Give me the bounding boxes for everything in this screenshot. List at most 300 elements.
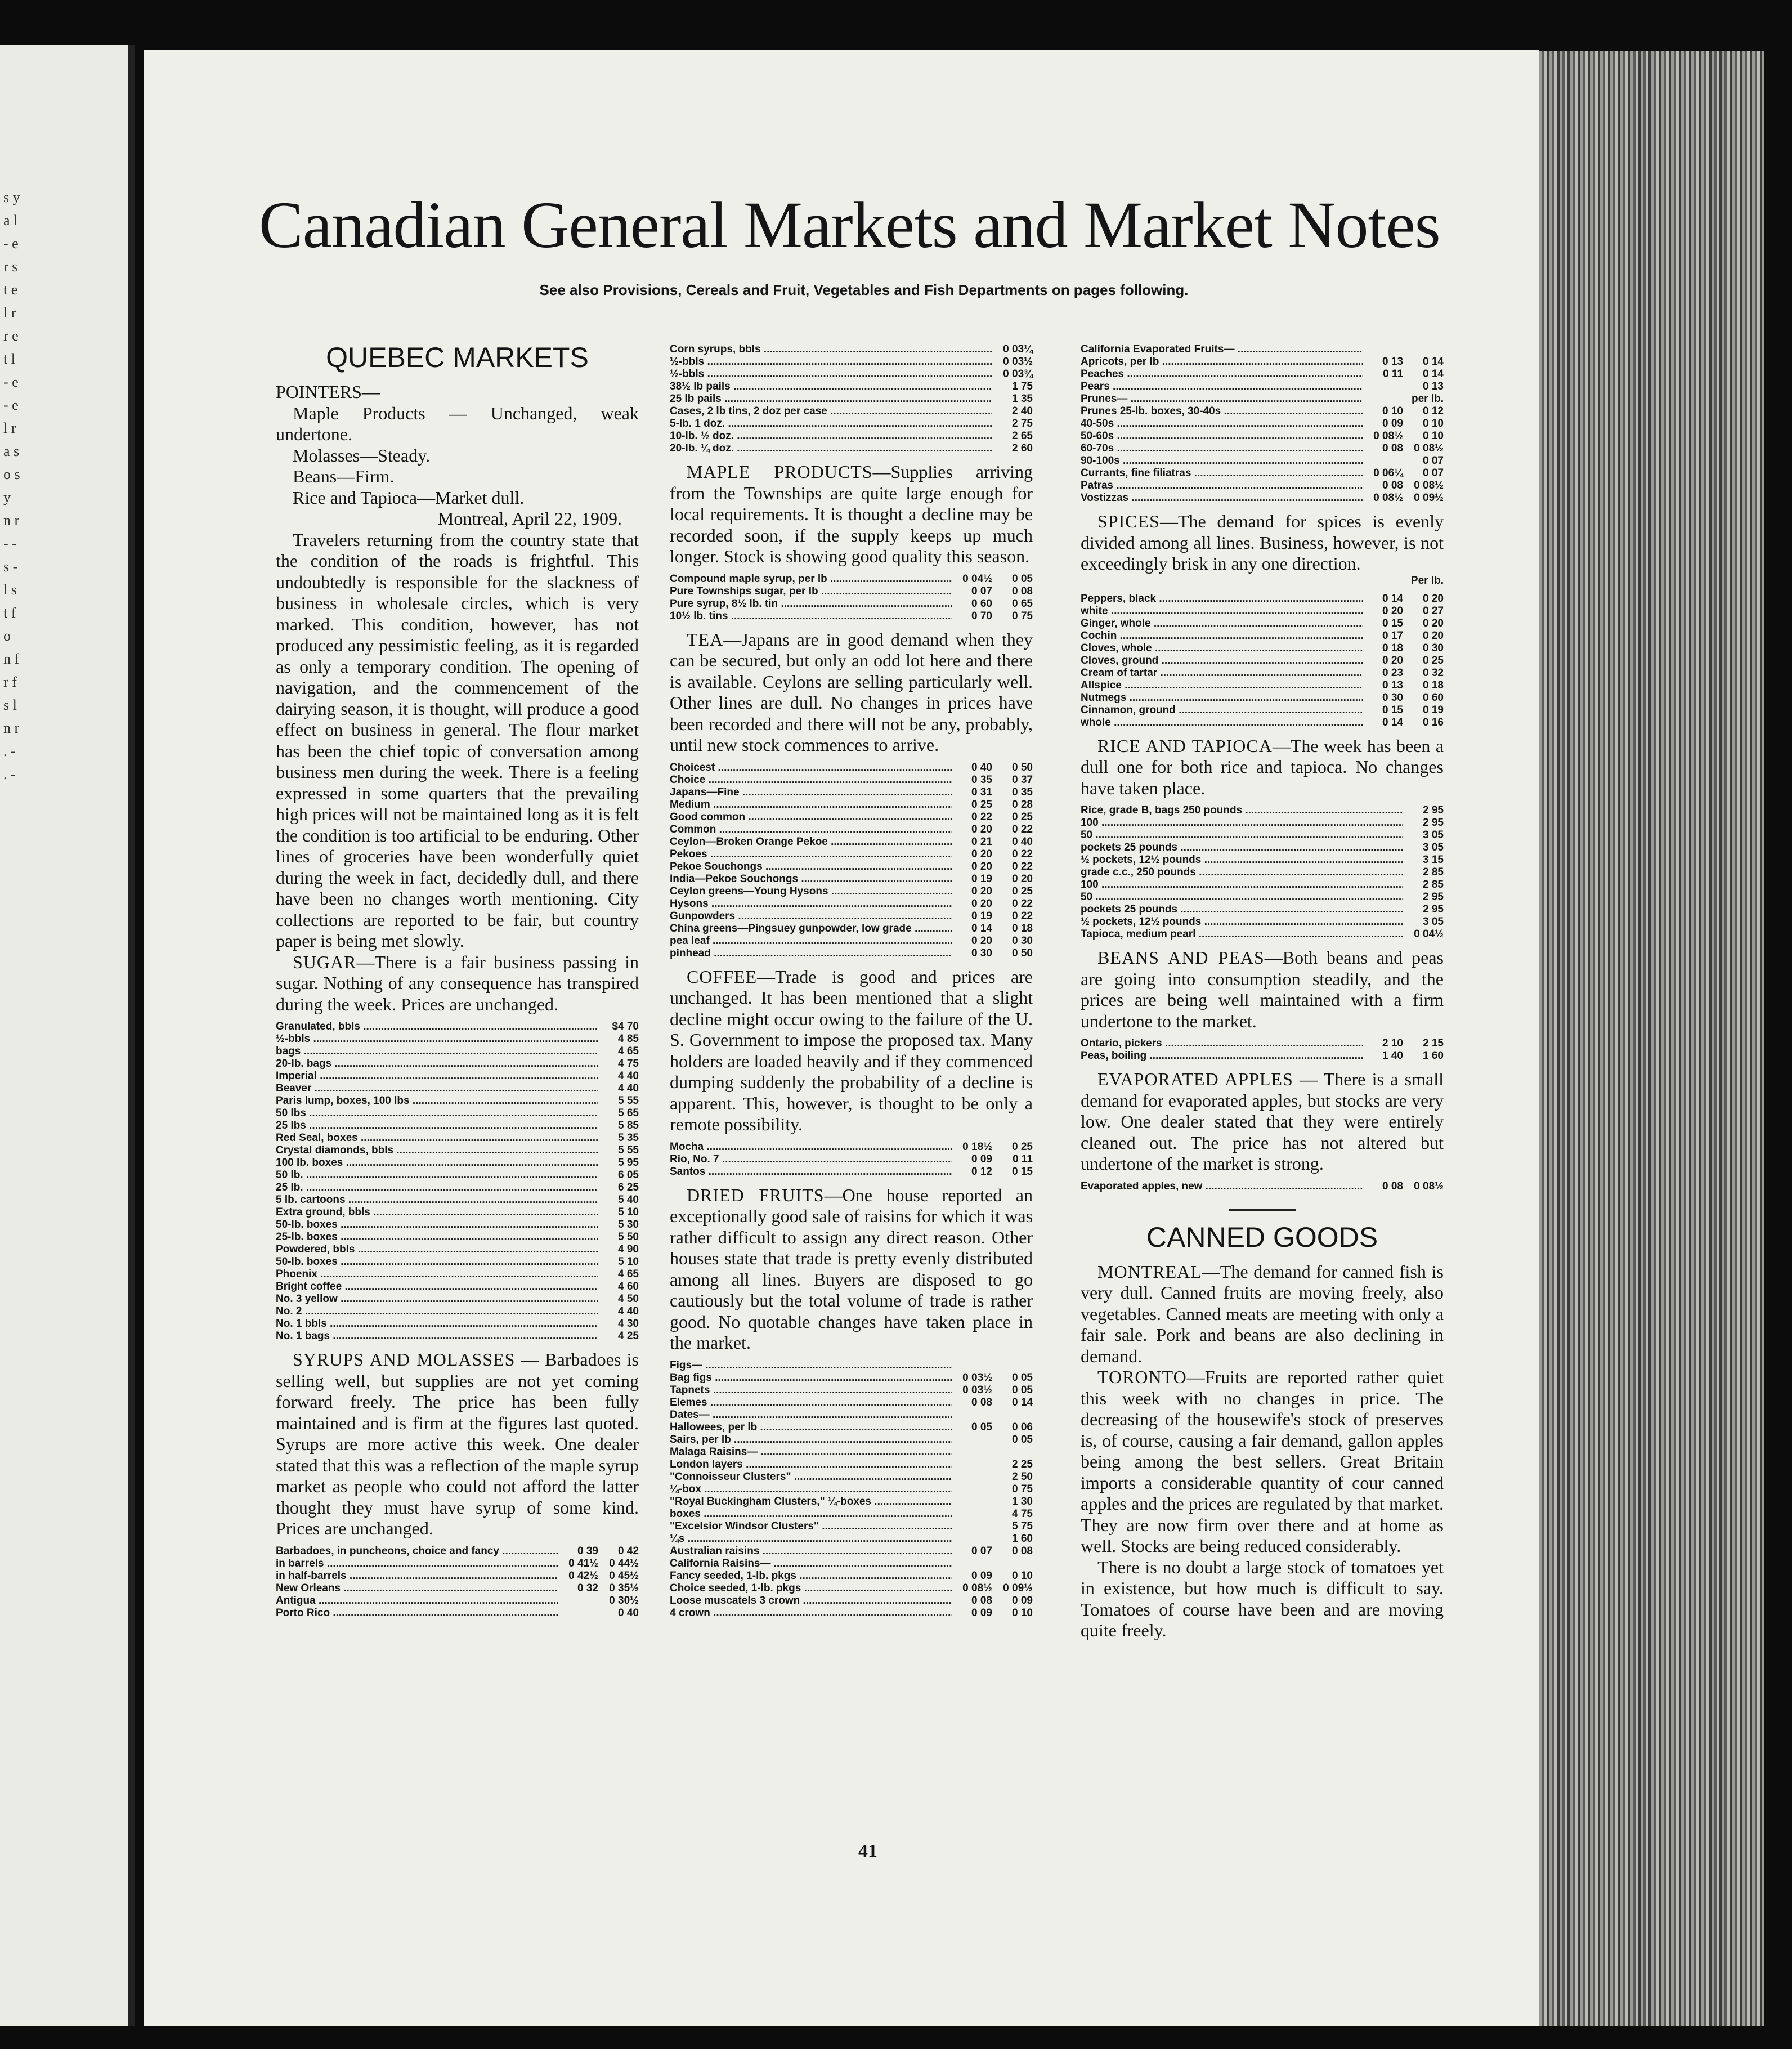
section-keyword: EVAPORATED APPLES xyxy=(1097,1069,1293,1089)
row-price: 0 08 xyxy=(1012,1545,1033,1557)
row-price xyxy=(952,1533,992,1545)
row-price: 5 95 xyxy=(618,1157,639,1169)
row-label: Corn syrups, bbls ..... xyxy=(670,343,992,356)
quebec-markets-heading: QUEBEC MARKETS xyxy=(326,342,589,373)
table-row xyxy=(1081,916,1444,928)
table-row xyxy=(276,1107,639,1120)
row-price: 4 75 xyxy=(1012,1507,1033,1520)
row-label: Allspice ..... xyxy=(1081,679,1363,692)
row-price: 0 50 xyxy=(1012,761,1033,773)
table-row xyxy=(670,1141,1033,1153)
row-price: 0 30 xyxy=(1382,691,1403,704)
row-price: 5 30 xyxy=(618,1219,639,1231)
page-edges xyxy=(1539,51,1764,2026)
row-label: Antigua ..... xyxy=(276,1595,558,1607)
syrups-paragraph xyxy=(276,1349,639,1540)
row-price: 0 20 xyxy=(1423,629,1444,642)
table-row xyxy=(1081,679,1444,692)
row-price: 0 35 xyxy=(1012,786,1033,798)
table-row xyxy=(276,1268,639,1281)
row-label: Dates— ..... xyxy=(670,1409,952,1421)
table-row xyxy=(1081,630,1444,642)
table-row xyxy=(670,1508,1033,1520)
rice-paragraph xyxy=(1081,736,1444,799)
row-price: 0 19 xyxy=(1423,704,1444,716)
pointer-item: Beans—Firm. xyxy=(293,466,395,486)
row-price xyxy=(952,1471,992,1483)
row-price: 2 60 xyxy=(1012,442,1033,454)
row-label: 100 lb. boxes ..... xyxy=(276,1157,598,1169)
row-price: 0 16 xyxy=(1423,716,1444,728)
row-label: Hysons ..... xyxy=(670,898,952,910)
row-price xyxy=(952,1459,992,1471)
row-label: Fancy seeded, 1-lb. pkgs ..... xyxy=(670,1570,952,1582)
row-price: 0 03¾ xyxy=(1003,368,1033,380)
table-row xyxy=(670,898,1033,910)
row-price: 4 65 xyxy=(618,1045,639,1057)
row-price: 0 03½ xyxy=(962,1384,992,1396)
row-label: 25-lb. boxes ..... xyxy=(276,1231,598,1243)
row-price: 0 07 xyxy=(1423,467,1444,479)
row-price: 2 95 xyxy=(1423,817,1444,829)
row-price xyxy=(952,1434,992,1446)
book-gutter xyxy=(128,45,135,2026)
section-text: —The week has been a dull one for both rice and tapioca. No changes have taken place. xyxy=(1081,735,1444,798)
row-price: 0 50 xyxy=(1012,947,1033,959)
table-row xyxy=(276,1219,639,1231)
row-price: 0 10 xyxy=(1012,1569,1033,1582)
row-label: Ceylon—Broken Orange Pekoe ..... xyxy=(670,836,952,848)
row-price: 0 28 xyxy=(1012,798,1033,811)
row-label: Hallowees, per lb ..... xyxy=(670,1421,952,1434)
table-row xyxy=(670,1545,1033,1558)
row-label: ½-bbls ..... xyxy=(670,356,992,368)
row-label: Bag figs ..... xyxy=(670,1372,952,1384)
row-price: 0 25 xyxy=(1012,1140,1033,1153)
row-price: 0 10 xyxy=(1423,430,1444,442)
row-price: 0 25 xyxy=(1423,654,1444,666)
row-price xyxy=(1403,343,1444,356)
table-row xyxy=(276,1045,639,1058)
table-row xyxy=(276,1582,639,1595)
row-price: 0 19 xyxy=(971,910,992,922)
table-row xyxy=(1081,343,1444,356)
table-row xyxy=(670,885,1033,898)
table-row xyxy=(670,418,1033,430)
pointer-item: Rice and Tapioca—Market dull. xyxy=(293,487,525,508)
row-label: Sairs, per lb ..... xyxy=(670,1434,952,1446)
table-row xyxy=(276,1256,639,1268)
table-row xyxy=(670,1558,1033,1570)
price-table xyxy=(670,762,1033,960)
table-row xyxy=(1081,829,1444,842)
section-keyword: TORONTO xyxy=(1097,1367,1187,1387)
row-price: 0 40 xyxy=(971,761,992,773)
row-label: Pears ..... xyxy=(1081,381,1363,393)
row-price xyxy=(952,1446,992,1459)
table-row xyxy=(670,1409,1033,1421)
table-row xyxy=(1081,866,1444,879)
row-price: 5 65 xyxy=(618,1107,639,1119)
montreal-paragraph xyxy=(1081,1261,1444,1367)
table-row xyxy=(670,442,1033,455)
table-row xyxy=(276,1545,639,1558)
section-keyword: MAPLE PRODUCTS xyxy=(687,462,873,482)
table-row xyxy=(276,1120,639,1132)
row-label: whole ..... xyxy=(1081,717,1363,729)
table-row xyxy=(670,1434,1033,1446)
table-row xyxy=(670,923,1033,935)
table-row xyxy=(276,1082,639,1095)
table-row xyxy=(276,1558,639,1570)
row-price: 0 11 xyxy=(1383,368,1403,380)
row-price: 0 22 xyxy=(1012,860,1033,873)
row-price: 0 08½ xyxy=(1373,492,1403,504)
row-label: bags ..... xyxy=(276,1045,598,1058)
table-row xyxy=(1081,804,1444,817)
row-price: 2 10 xyxy=(1382,1037,1403,1049)
row-label: pea leaf ..... xyxy=(670,935,952,947)
row-price: 0 22 xyxy=(1012,848,1033,860)
row-price: 5 35 xyxy=(618,1132,639,1144)
row-label: 100 ..... xyxy=(1081,879,1403,891)
row-label: No. 1 bags ..... xyxy=(276,1330,598,1343)
row-price: 0 40 xyxy=(1012,835,1033,848)
table-row xyxy=(276,1281,639,1293)
table-row xyxy=(276,1570,639,1582)
row-label: No. 2 ..... xyxy=(276,1305,598,1318)
row-price: 0 03½ xyxy=(962,1371,992,1384)
row-label: New Orleans ..... xyxy=(276,1582,558,1595)
row-price: 0 08½ xyxy=(1373,430,1403,442)
row-label: pockets 25 pounds ..... xyxy=(1081,903,1403,916)
table-row xyxy=(670,368,1033,381)
price-table xyxy=(1081,804,1444,941)
row-price: 0 19 xyxy=(971,873,992,885)
row-label: Imperial ..... xyxy=(276,1070,598,1082)
row-label: Porto Rico ..... xyxy=(276,1607,558,1619)
row-price: 0 20 xyxy=(1423,592,1444,605)
row-price: per lb. xyxy=(1411,393,1444,405)
table-row xyxy=(670,1397,1033,1409)
row-label: Powdered, bbls ..... xyxy=(276,1243,598,1256)
row-price: 0 22 xyxy=(1012,897,1033,910)
table-row xyxy=(670,1166,1033,1178)
table-row xyxy=(670,1359,1033,1372)
row-label: Tapioca, medium pearl ..... xyxy=(1081,928,1403,941)
table-row xyxy=(670,861,1033,873)
row-label: 4 crown ..... xyxy=(670,1607,952,1619)
row-label: Ceylon greens—Young Hysons ..... xyxy=(670,885,952,898)
table-row xyxy=(276,1194,639,1206)
row-price: 1 75 xyxy=(1012,381,1033,392)
section-keyword: SYRUPS AND MOLASSES xyxy=(293,1349,516,1370)
table-row xyxy=(670,848,1033,861)
row-price xyxy=(558,1595,598,1607)
table-row xyxy=(670,356,1033,368)
row-price: 0 20 xyxy=(971,823,992,835)
row-price: 0 08 xyxy=(1382,480,1403,491)
table-row xyxy=(1081,442,1444,455)
coffee-paragraph xyxy=(670,967,1033,1135)
table-row xyxy=(670,573,1033,585)
row-label: Barbadoes, in puncheons, choice and fancy ..... xyxy=(276,1545,558,1558)
row-price: 0 22 xyxy=(971,811,992,823)
row-price xyxy=(952,1508,992,1520)
row-price: 0 08½ xyxy=(1414,442,1444,454)
row-label: 10½ lb. tins ..... xyxy=(670,610,952,623)
row-price xyxy=(992,1446,1033,1459)
beans-paragraph xyxy=(1081,947,1444,1032)
table-row xyxy=(670,1570,1033,1582)
row-label: India—Pekoe Souchongs ..... xyxy=(670,873,952,885)
table-row xyxy=(1081,467,1444,480)
price-table xyxy=(670,573,1033,623)
price-table xyxy=(670,1359,1033,1619)
row-label: Elemes ..... xyxy=(670,1397,952,1409)
row-label: Peaches ..... xyxy=(1081,368,1363,381)
table-row xyxy=(670,1153,1033,1166)
row-label: Mocha ..... xyxy=(670,1141,952,1153)
row-label: Prunes— ..... xyxy=(1081,393,1363,405)
table-row xyxy=(276,1231,639,1243)
row-label: Beaver ..... xyxy=(276,1082,598,1095)
table-row xyxy=(276,1144,639,1157)
row-price: 4 40 xyxy=(618,1305,639,1317)
row-price: 2 65 xyxy=(1012,430,1033,442)
row-label: 60-70s ..... xyxy=(1081,442,1363,455)
row-label: Apricots, per lb ..... xyxy=(1081,356,1363,368)
table-row xyxy=(670,1496,1033,1508)
pointer-item: Molasses—Steady. xyxy=(293,445,431,466)
row-price xyxy=(952,1483,992,1496)
row-price: 0 09½ xyxy=(1003,1582,1033,1594)
row-label: Pure syrup, 8½ lb. tin ..... xyxy=(670,598,952,610)
row-label: Japans—Fine ..... xyxy=(670,786,952,799)
row-label: grade c.c., 250 pounds ..... xyxy=(1081,866,1403,879)
row-label: Red Seal, boxes ..... xyxy=(276,1132,598,1144)
row-price: 6 05 xyxy=(618,1169,639,1181)
row-price: 1 60 xyxy=(1012,1532,1033,1545)
row-price: 0 12 xyxy=(971,1165,992,1178)
row-price: 0 60 xyxy=(1423,691,1444,704)
row-label: London layers ..... xyxy=(670,1459,952,1471)
table-row xyxy=(1081,704,1444,717)
row-price: 0 17 xyxy=(1382,629,1403,642)
table-row xyxy=(276,1169,639,1182)
row-label: 40-50s ..... xyxy=(1081,418,1363,430)
row-label: 25 lb. ..... xyxy=(276,1182,598,1194)
row-label: Medium ..... xyxy=(670,799,952,811)
row-price xyxy=(952,1359,992,1372)
row-label: 38½ lb pails ..... xyxy=(670,381,992,393)
row-price: 0 22 xyxy=(1012,823,1033,835)
row-price: 0 09 xyxy=(971,1569,992,1582)
row-label: 10-lb. ½ doz. ..... xyxy=(670,430,992,442)
price-table xyxy=(276,1545,639,1619)
pointers-label: POINTERS— xyxy=(276,382,380,402)
table-row xyxy=(1081,480,1444,492)
table-row xyxy=(670,811,1033,824)
table-row xyxy=(1081,455,1444,467)
section-keyword: COFFEE xyxy=(687,966,758,987)
table-row xyxy=(670,836,1033,848)
row-price: 1 60 xyxy=(1423,1050,1444,1062)
row-price: 0 11 xyxy=(1013,1153,1033,1165)
table-row xyxy=(670,610,1033,623)
row-price: 0 08 xyxy=(1012,585,1033,597)
row-label: boxes ..... xyxy=(670,1508,952,1520)
table-row xyxy=(670,598,1033,610)
row-label: Malaga Raisins— ..... xyxy=(670,1446,952,1459)
page-subtitle: See also Provisions, Cereals and Fruit, Vegetables and Fish Departments on pages following. xyxy=(539,281,1189,298)
row-label: 100 ..... xyxy=(1081,817,1403,829)
price-table xyxy=(1081,1180,1444,1193)
row-price: 5 50 xyxy=(618,1231,639,1243)
price-table xyxy=(670,1141,1033,1178)
row-price: 0 10 xyxy=(1012,1607,1033,1619)
section-text: —One house reported an exceptionally good sale of raisins for which it was rather difficult to assign any direct reason. Other houses state that trade is pretty evenly distributed among all lines. Buyers are disposed to go cautiously but the total volume of trade is rather good. No quotable changes have taken place in the market. xyxy=(670,1184,1033,1353)
row-price: 0 35 xyxy=(971,773,992,786)
table-row xyxy=(1081,492,1444,504)
evaporated-apples-paragraph xyxy=(1081,1069,1444,1175)
row-price: 0 10 xyxy=(1423,418,1444,430)
row-label: Common ..... xyxy=(670,824,952,836)
row-price: 0 75 xyxy=(1012,610,1033,622)
table-row xyxy=(1081,1037,1444,1050)
row-label: 50-lb. boxes ..... xyxy=(276,1219,598,1231)
row-price: 0 12 xyxy=(1423,405,1444,417)
table-row xyxy=(670,1533,1033,1545)
row-price: 0 20 xyxy=(971,860,992,873)
row-price: 0 14 xyxy=(971,922,992,934)
row-price: 5 10 xyxy=(618,1256,639,1268)
row-price: 5 40 xyxy=(618,1194,639,1206)
row-price: 0 30½ xyxy=(609,1594,639,1607)
table-row xyxy=(1081,854,1444,866)
row-price xyxy=(1363,343,1403,356)
table-row xyxy=(1081,1180,1444,1193)
row-price: 0 10 xyxy=(1382,405,1403,417)
row-label: 50-lb. boxes ..... xyxy=(276,1256,598,1268)
table-row xyxy=(276,1070,639,1082)
row-label: Paris lump, boxes, 100 lbs ..... xyxy=(276,1095,598,1107)
table-row xyxy=(276,1243,639,1256)
row-price: 0 08½ xyxy=(1414,480,1444,491)
row-label: ½ pockets, 12½ pounds ..... xyxy=(1081,854,1403,866)
row-price: 0 42 xyxy=(618,1545,639,1557)
intro-paragraph: Travelers returning from the country state that the condition of the roads is frightful. This undoubtedly is responsible for the slackness of business in wholesale circles, which is very marked. This condition, however, has not produced any pessimistic feeling, as it is regarded as only a temporary condition. The opening of navigation, and the commencement of the dairying season, it is thought, will produce a good effect on business in general. The flour market has been the chief topic of conversation among business men during the week. There is a feeling expressed in some quarters that the prevailing high prices will not be maintained long as it is felt the condition is too artificial to be enduring. Other lines of groceries have been wonderfully quiet during the week in fact, decidedly dull, and there have been no changes worth mentioning. City collections are reported to be fair, but country paper is being met slowly. xyxy=(276,529,639,951)
row-price: 0 20 xyxy=(971,848,992,860)
row-price: 0 18½ xyxy=(962,1140,992,1153)
table-row xyxy=(1081,842,1444,854)
row-price: 0 05 xyxy=(971,1421,992,1433)
row-price xyxy=(952,1520,992,1533)
row-price: 0 09 xyxy=(1382,418,1403,430)
row-price: 0 32 xyxy=(1423,666,1444,679)
row-price: 4 30 xyxy=(618,1318,639,1330)
row-price: 0 20 xyxy=(1382,654,1403,666)
table-row xyxy=(1081,667,1444,679)
row-price: 3 05 xyxy=(1423,916,1444,928)
row-price xyxy=(1363,393,1403,405)
table-row xyxy=(670,1372,1033,1384)
row-label: 5-lb. 1 doz. ..... xyxy=(670,418,992,430)
row-label: 50 lbs ..... xyxy=(276,1107,598,1120)
facing-page-margin-text: s y a l - e r s t e l r r e t l - e - e l r a s o s y n r - - s - l s t f o n f r f s l n r . - . - xyxy=(3,189,20,782)
row-label: pockets 25 pounds ..... xyxy=(1081,842,1403,854)
section-text: —Supplies arriving from the Townships are quite large enough for local requirements. It is thought a decline may be recorded soon, if the supply keeps up much longer. Stock is showing good quality this season. xyxy=(670,462,1033,566)
row-price: 4 50 xyxy=(618,1293,639,1305)
price-table xyxy=(1081,593,1444,729)
row-price: 4 40 xyxy=(618,1070,639,1082)
row-price: 0 25 xyxy=(1012,811,1033,823)
row-price: 2 95 xyxy=(1423,903,1444,915)
row-price: 0 05 xyxy=(1012,1384,1033,1396)
row-label: pinhead ..... xyxy=(670,947,952,960)
table-row xyxy=(670,405,1033,418)
table-row xyxy=(276,1132,639,1144)
row-price: 2 95 xyxy=(1423,804,1444,816)
table-row xyxy=(1081,891,1444,903)
table-row xyxy=(276,1330,639,1343)
table-row xyxy=(276,1182,639,1194)
row-price: 4 40 xyxy=(618,1082,639,1094)
section-text: —Fruits are reported rather quiet this week with no changes in price. The decreasing of the housewife's stock of preserves is, of course, causing a fair demand, gallon apples being among the best sellers. Great Britain imports a considerable quantity of cour canned apples and the prices are regulated by that market. They are now firm over there and at home as well. Stocks are being reduced considerably. xyxy=(1081,1367,1444,1556)
row-label: 50 lb. ..... xyxy=(276,1169,598,1182)
row-label: No. 3 yellow ..... xyxy=(276,1293,598,1305)
table-row xyxy=(670,1384,1033,1397)
row-price: 2 95 xyxy=(1423,891,1444,903)
section-text: —The demand for spices is evenly divided among all lines. Business, however, is not exceedingly brisk in any one direction. xyxy=(1081,511,1444,574)
row-price: 0 15 xyxy=(1382,704,1403,716)
row-label: in barrels ..... xyxy=(276,1558,558,1570)
row-label: ½-bbls ..... xyxy=(276,1033,598,1045)
row-price: 0 08 xyxy=(1382,442,1403,454)
row-price: 4 85 xyxy=(618,1033,639,1045)
section-keyword: MONTREAL xyxy=(1097,1261,1202,1282)
row-price xyxy=(1363,381,1403,393)
row-price: 0 06 xyxy=(1012,1421,1033,1433)
pointer-item: Maple Products — Unchanged, weak undertone. xyxy=(276,402,639,444)
column-2 xyxy=(670,338,1033,1626)
section-keyword: RICE AND TAPIOCA xyxy=(1097,735,1273,756)
row-label: Nutmegs ..... xyxy=(1081,692,1363,704)
row-price: 4 65 xyxy=(618,1268,639,1280)
row-label: ½ pockets, 12½ pounds ..... xyxy=(1081,916,1403,928)
section-keyword: BEANS AND PEAS xyxy=(1097,947,1265,968)
row-label: Ginger, whole ..... xyxy=(1081,618,1363,630)
row-price xyxy=(952,1496,992,1508)
table-row xyxy=(670,1483,1033,1496)
table-row xyxy=(1081,605,1444,618)
table-row xyxy=(670,1459,1033,1471)
table-row xyxy=(670,935,1033,947)
row-price xyxy=(992,1558,1033,1570)
table-row xyxy=(1081,879,1444,891)
row-label: 50 ..... xyxy=(1081,891,1403,903)
table-row xyxy=(670,873,1033,885)
row-price: 0 09½ xyxy=(1414,492,1444,504)
dried-fruits-paragraph xyxy=(670,1185,1033,1354)
row-label: "Royal Buckingham Clusters," ¼-boxes ..... xyxy=(670,1496,952,1508)
table-row xyxy=(670,393,1033,405)
row-price: 0 13 xyxy=(1423,381,1444,392)
table-row xyxy=(276,1095,639,1107)
row-price: 0 14 xyxy=(1012,1396,1033,1408)
table-row xyxy=(1081,593,1444,605)
section-text: —Japans are in good demand when they can be secured, but only an odd lot here and there is available. Ceylons are selling particularly well. Other lines are dull. No changes in prices have been recorded and there will not be any, probably, until new stock commences to arrive. xyxy=(670,629,1033,755)
